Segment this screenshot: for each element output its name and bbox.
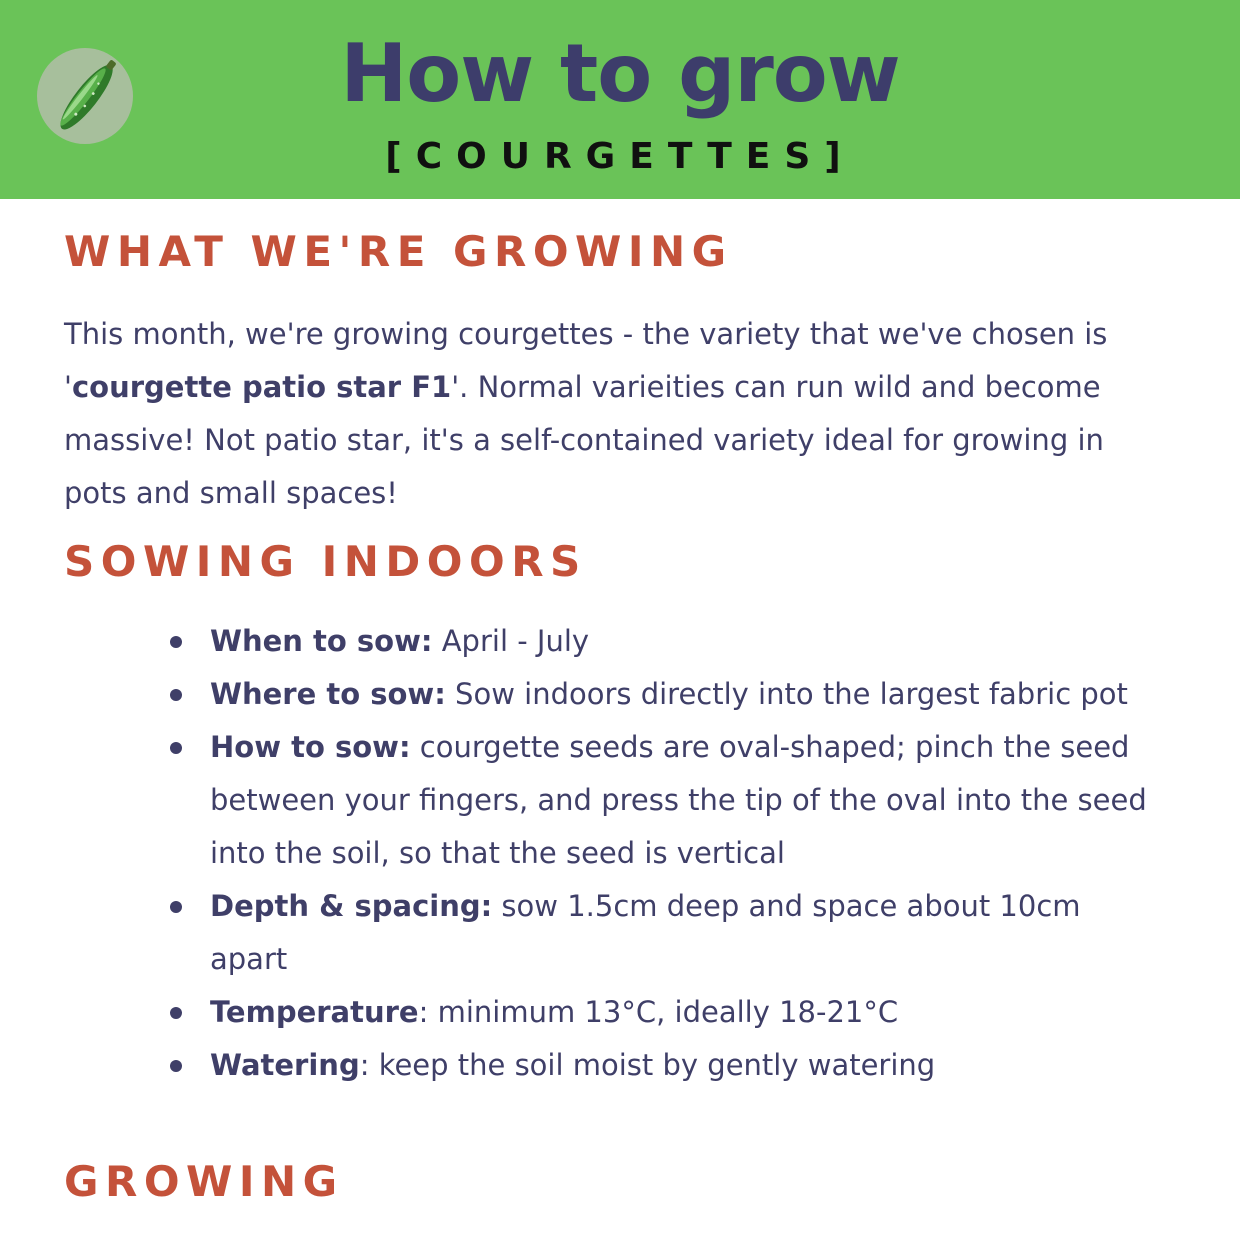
list-item-how xyxy=(210,721,1150,880)
list-item-label: Watering xyxy=(210,1048,360,1082)
list-item-text: : minimum 13°C, ideally 18-21°C xyxy=(418,995,899,1029)
list-item-text: Sow indoors directly into the largest fabric pot xyxy=(445,677,1128,711)
list-item-text: courgette seeds are oval-shaped; pinch the seed between your fingers, and press the tip of the oval into the seed into the soil, so that the seed is vertical xyxy=(210,730,1147,870)
page-subtitle: [COURGETTES] xyxy=(385,136,855,177)
list-item-text: sow 1.5cm deep and space about 10cm apart xyxy=(210,889,1081,976)
list-item-when xyxy=(210,615,1150,668)
intro-text-1: This month, we're growing courgettes - the variety that we've chosen is ' xyxy=(64,317,1108,404)
heading-sowing-indoors: SOWING INDOORS xyxy=(64,537,587,586)
list-item-label: How to sow: xyxy=(210,730,411,764)
list-item-text: April - July xyxy=(432,624,590,658)
intro-paragraph xyxy=(64,308,1154,520)
list-item-label: When to sow: xyxy=(210,624,433,658)
variety-name: courgette patio star F1 xyxy=(71,370,452,404)
list-item-depth xyxy=(210,880,1150,986)
intro-text-2: '. Normal varieities can run wild and become massive! Not patio star, it's a self-contained variety ideal for growing in pots and small spaces! xyxy=(64,370,1104,510)
list-item-where xyxy=(210,668,1150,721)
page-title: How to grow xyxy=(340,27,900,120)
list-item-temperature xyxy=(210,986,1150,1039)
heading-what-growing: WHAT WE'RE GROWING xyxy=(64,227,733,276)
list-item-label: Temperature xyxy=(210,995,419,1029)
list-item-label: Depth & spacing: xyxy=(210,889,493,923)
header-banner xyxy=(0,0,1240,199)
list-item-watering xyxy=(210,1039,1150,1092)
heading-growing: GROWING xyxy=(64,1157,344,1206)
list-item-text: : keep the soil moist by gently watering xyxy=(359,1048,936,1082)
list-item-label: Where to sow: xyxy=(210,677,446,711)
sowing-list xyxy=(210,615,1150,1092)
